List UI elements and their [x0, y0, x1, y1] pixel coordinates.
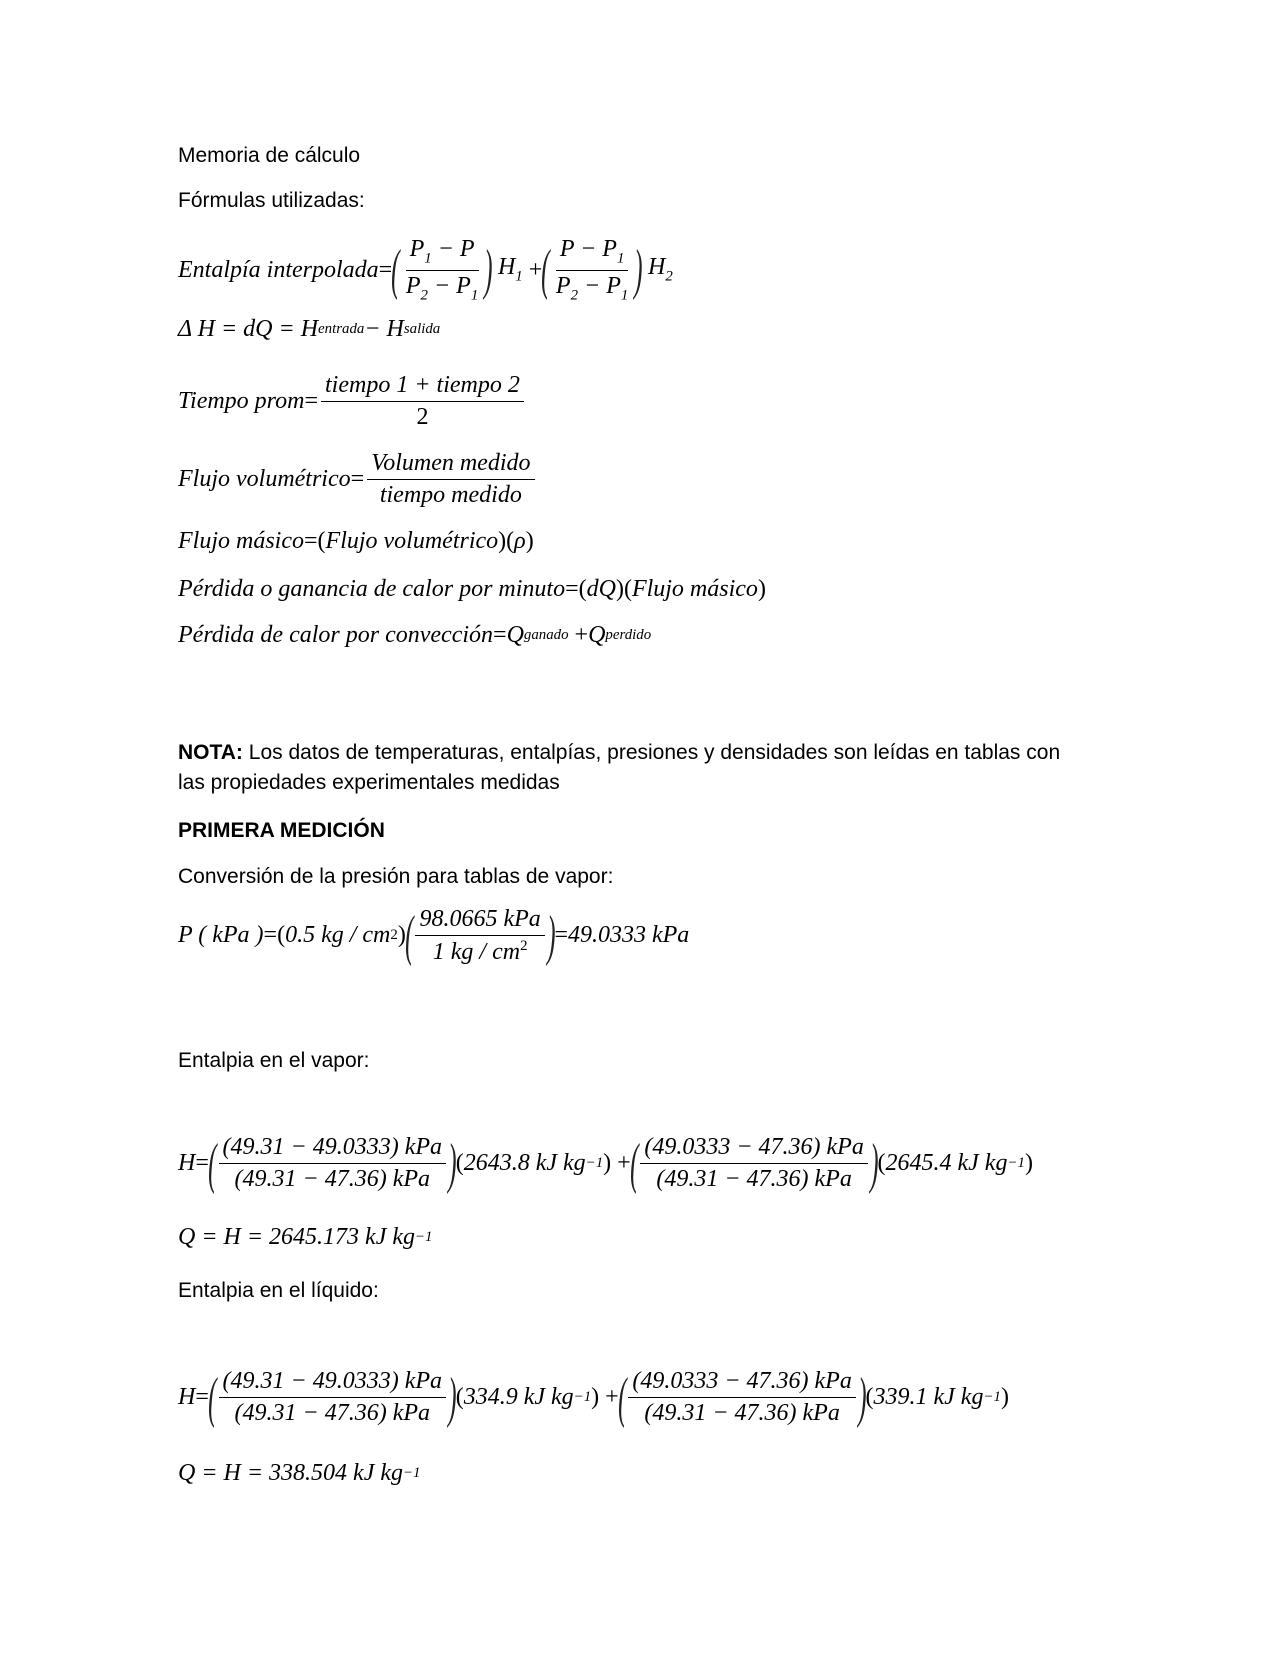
formula-entalpia-vapor: H = ( $\frac{\text{(49.31 − 49.0333) kPa}}{\text{(49.31 − 47.36) kPa}}$ ) ( 2643.8 kJ kg −1 ) + ( $\frac{\text{(49.0333 − 47.36) kPa}}{\text{(49.31 − 47.36) kPa}}$ ) ( 2645.4 kJ kg −1 )	[178, 1132, 1033, 1195]
nota-label: NOTA:	[178, 741, 243, 764]
formula-delta-h: Δ H = dQ = H entrada − H salida	[178, 316, 441, 342]
liquido-heading: Entalpia en el líquido:	[178, 1279, 379, 1302]
conversion-heading: Conversión de la presión para tablas de vapor:	[178, 865, 614, 888]
formula-perdida-por-minuto: Pérdida o ganancia de calor por minuto =( dQ )( Flujo másico )	[178, 576, 766, 602]
nota-text: Los datos de temperaturas, entalpías, presiones y densidades son leídas en tablas con las propiedades experimentales medidas	[178, 741, 1061, 794]
formula-entalpia-liquido: H = ( $\frac{\text{(49.31 − 49.0333) kPa}}{\text{(49.31 − 47.36) kPa}}$ ) ( 334.9 kJ kg −1 ) + ( $\frac{\text{(49.0333 − 47.36) kPa}}{\text{(49.31 − 47.36) kPa}}$ ) ( 339.1 kJ kg −1 )	[178, 1366, 1009, 1429]
result-liquido: Q = H = 338.504 kJ kg −1	[178, 1460, 421, 1486]
formula-perdida-conveccion: Pérdida de calor por convección = Q ganado + Q perdido	[178, 622, 652, 648]
formula-label: Entalpía interpolada	[178, 256, 379, 283]
formula-conversion-presion: P ( kPa ) =( 0.5 kg / cm 2 ) ( $\frac{\text{98.0665 kPa}}{1 kg / cm^2}$ ) = 49.0333 kPa	[178, 904, 690, 967]
nota-paragraph	[178, 738, 1078, 798]
doc-title: Memoria de cálculo	[178, 144, 361, 167]
formula-flujo-volumetrico: Flujo volumétrico = $\frac{\text{Volumen medido}}{\text{tiempo medido}}$	[178, 450, 538, 509]
result-vapor: Q = H = 2645.173 kJ kg −1	[178, 1224, 433, 1250]
formula-tiempo-prom: Tiempo prom = $\frac{\text{tiempo 1 + tiempo 2}}{2}$	[178, 372, 527, 431]
formula-flujo-masico: Flujo másico =( Flujo volumétrico )( ρ )	[178, 528, 534, 554]
vapor-heading: Entalpia en el vapor:	[178, 1049, 370, 1072]
formula-entalpia-interpolada: Entalpía interpolada = ( $\frac{P_1 - P}{P_2 - P_1}$ ) $H_1$ + ( $\frac{P - P_1}{P_2 - P_1}$ ) $H_2$	[178, 236, 673, 304]
formulas-heading: Fórmulas utilizadas:	[178, 189, 365, 212]
primera-medicion-heading: PRIMERA MEDICIÓN	[178, 819, 385, 842]
